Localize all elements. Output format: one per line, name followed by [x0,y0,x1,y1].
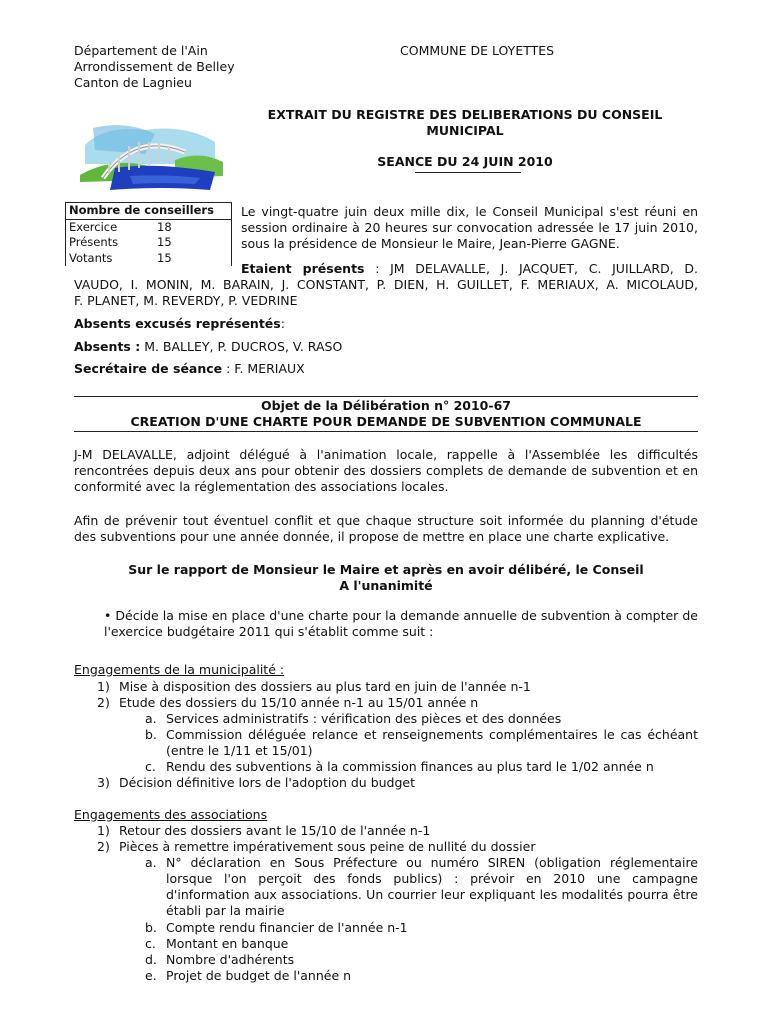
list-item: Montant en banque [166,936,289,951]
paragraph-2: Afin de prévenir tout éventuel conflit et que chaque structure soit informée du planning d'étude des subventions pour une année donnée, il propose de mettre en place une charte explicative. [74,513,698,544]
presents-block [74,261,698,309]
departement: Département de l'Ain [74,43,208,58]
bridge-logo [75,120,225,195]
conseillers-heading: Nombre de conseillers [66,203,231,220]
absents-excuses-label: Absents excusés représentés [74,316,281,331]
list-number: 3) [97,775,110,790]
list-letter: b. [145,920,157,935]
presents-line-2: VAUDO, I. MONIN, M. BARAIN, J. CONSTANT, P. DIEN, H. GUILLET, F. MERIAUX, A. MICOLAUD, [74,277,698,292]
conseillers-row [66,235,231,251]
list-item: Services administratifs : vérification des pièces et des données [166,711,562,726]
conseillers-row [66,220,231,236]
objet-line-1: Objet de la Délibération n° 2010-67 [261,398,511,413]
list-number: 1) [97,823,110,838]
canton: Canton de Lagnieu [74,75,192,90]
rapport-line-1: Sur le rapport de Monsieur le Maire et après en avoir délibéré, le Conseil [128,562,644,577]
rapport-line-2: A l'unanimité [339,578,433,593]
secretaire-line [74,361,305,377]
list-item: Compte rendu financier de l'année n-1 [166,920,408,935]
list-item: Etude des dossiers du 15/10 année n-1 au 15/01 année n [119,695,479,710]
list-item: Commission déléguée relance et renseignements complémentaires le cas échéant (entre le 1/11 et 15/01) [166,727,698,758]
administrative-header [74,43,235,91]
list-item: Pièces à remettre impérativement sous peine de nullité du dossier [119,839,536,854]
list-letter: a. [145,711,157,726]
list-letter: b. [145,727,157,742]
list-number: 1) [97,679,110,694]
list-number: 2) [97,695,110,710]
presents-names-1: : JM DELAVALLE, J. JACQUET, C. JUILLARD, D. [364,261,698,276]
row-label: Votants [69,250,113,265]
list-number: 2) [97,839,110,854]
objet-box [74,396,698,432]
municipalite-heading: Engagements de la municipalité : [74,662,285,677]
absents-line [74,339,342,355]
row-value: 18 [157,219,172,234]
secretaire-label: Secrétaire de séance [74,361,223,376]
list-letter: c. [145,759,156,774]
seance-date: SEANCE DU 24 JUIN 2010 [377,154,553,169]
row-value: 15 [157,235,172,249]
presents-line-1 [74,261,698,277]
title-line-2: MUNICIPAL [426,123,504,138]
commune-name: COMMUNE DE LOYETTES [400,43,555,58]
absents-value: M. BALLEY, P. DUCROS, V. RASO [140,339,343,354]
list-item: Projet de budget de l'année n [166,968,352,983]
list-item: N° déclaration en Sous Préfecture ou numéro SIREN (obligation réglementaire lorsque l'on perçoit des fonds publics) : prévoir en 2010 une campagne d'information aux associations. Un courrier leur expliquant les modalités pourra être établi par la mairie [166,855,698,918]
presents-label: Etaient présents [241,261,365,276]
secretaire-value: : F. MERIAUX [222,361,305,376]
associations-heading: Engagements des associations [74,807,268,822]
arrondissement: Arrondissement de Belley [74,59,235,74]
conseillers-box [65,202,232,266]
intro-paragraph: Le vingt-quatre juin deux mille dix, le Conseil Municipal s'est réuni en session ordinaire à 20 heures sur convocation adressée le 17 juin 2010, sous la présidence de Monsieur le Maire, Jean-Pierre GAGNE. [241,204,698,251]
paragraph-1: J-M DELAVALLE, adjoint délégué à l'animation locale, rappelle à l'Assemblée les difficultés rencontrées depuis deux ans pour obtenir des dossiers complets de demande de subvention et en conformité avec la réglementation des associations locales. [74,447,698,494]
list-item: Décision définitive lors de l'adoption du budget [119,775,416,790]
list-item: Nombre d'adhérents [166,952,295,967]
rapport-heading [74,562,698,594]
row-label: Présents [69,235,119,249]
title-line-1: EXTRAIT DU REGISTRE DES DELIBERATIONS DU CONSEIL [267,107,663,122]
absents-excuses-line [74,316,285,332]
decision-paragraph: • Décide la mise en place d'une charte pour la demande annuelle de subvention à compter de l'exercice budgétaire 2011 qui s'établit comme suit : [104,608,698,639]
absents-excuses-value: : [280,316,285,331]
list-letter: a. [145,855,157,870]
list-item: Mise à disposition des dossiers au plus tard en juin de l'année n-1 [119,679,531,694]
title-underline [415,172,521,173]
list-letter: d. [145,952,157,967]
row-label: Exercice [69,219,118,234]
bridge-logo-icon [75,120,225,195]
absents-label: Absents : [74,339,141,354]
row-value: 15 [157,250,172,265]
objet-line-2: CREATION D'UNE CHARTE POUR DEMANDE DE SUBVENTION COMMUNALE [130,414,642,429]
document-title [240,107,690,139]
list-letter: e. [145,968,157,983]
presents-line-3: F. PLANET, M. REVERDY, P. VEDRINE [74,293,298,308]
list-item: Retour des dossiers avant le 15/10 de l'année n-1 [119,823,431,838]
list-letter: c. [145,936,156,951]
list-item: Rendu des subventions à la commission finances au plus tard le 1/02 année n [166,759,654,774]
